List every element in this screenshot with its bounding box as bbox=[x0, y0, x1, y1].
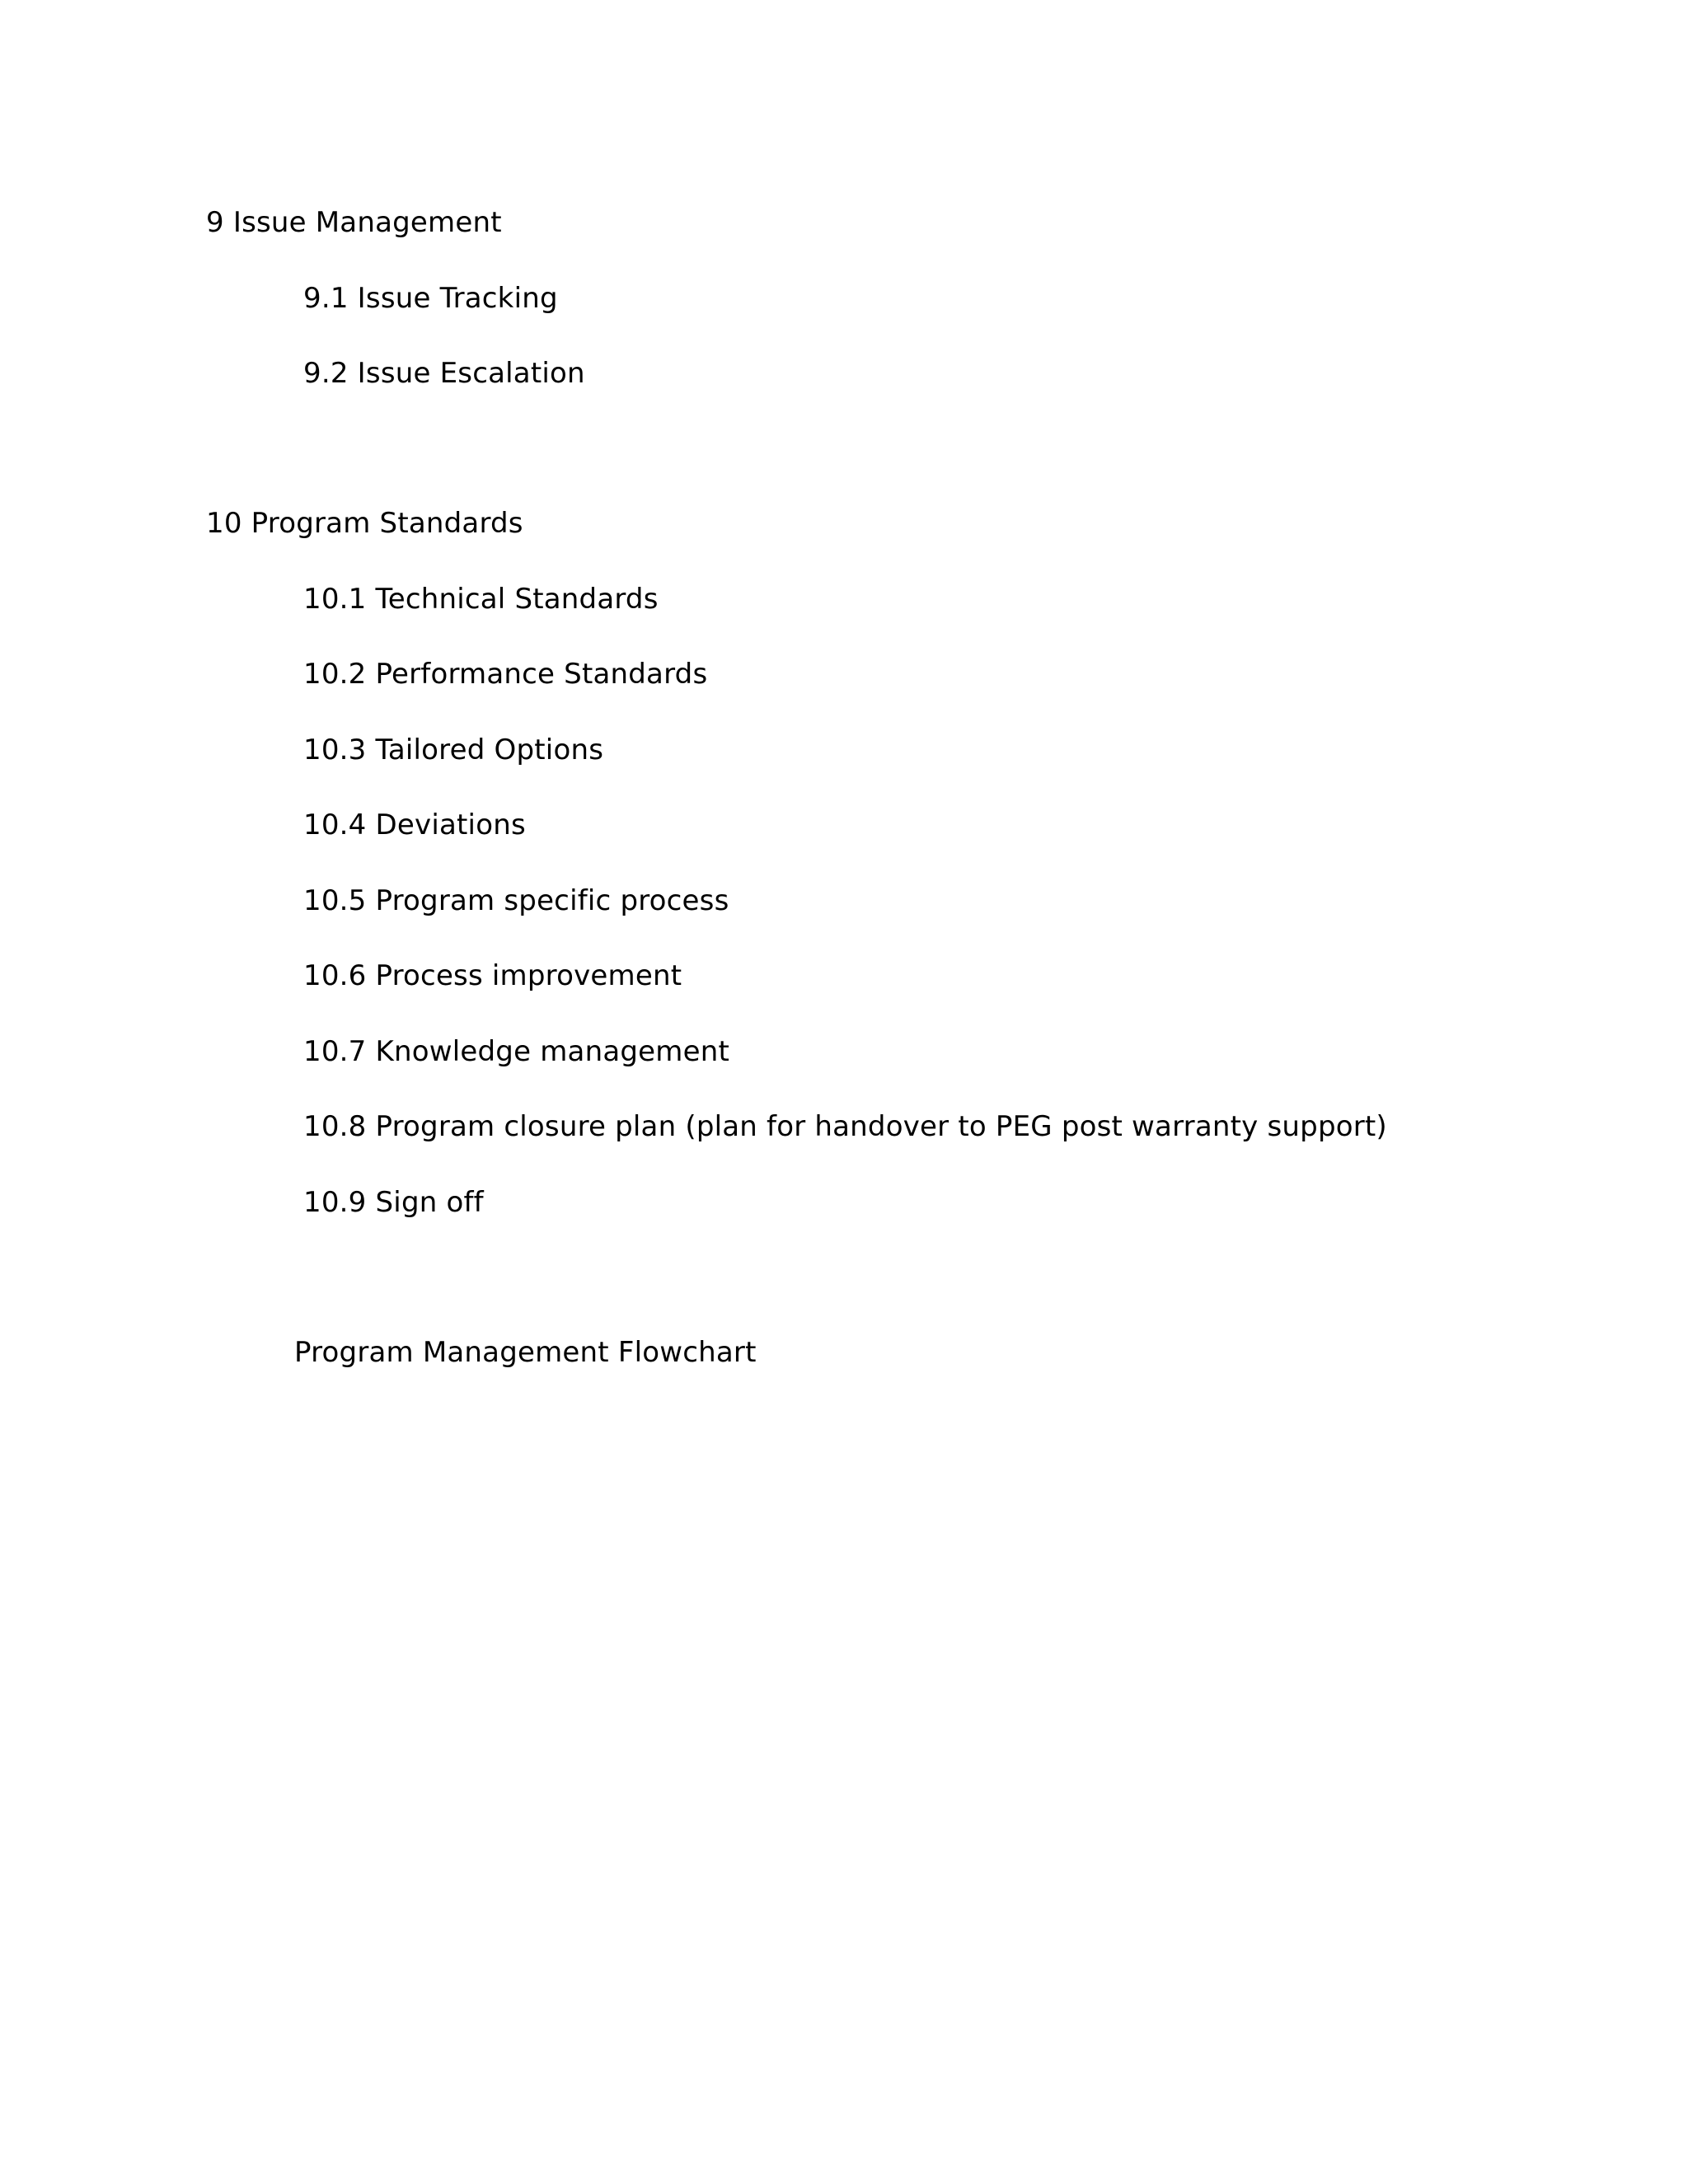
section-heading-10: 10 Program Standards bbox=[206, 507, 523, 540]
subsection-10-5: 10.5 Program specific process bbox=[303, 884, 729, 917]
subsection-10-8: 10.8 Program closure plan (plan for handover to PEG post warranty support) bbox=[303, 1110, 1387, 1143]
subsection-10-3: 10.3 Tailored Options bbox=[303, 733, 604, 766]
subsection-9-2: 9.2 Issue Escalation bbox=[303, 357, 585, 390]
subsection-9-1: 9.1 Issue Tracking bbox=[303, 282, 558, 315]
subsection-10-1: 10.1 Technical Standards bbox=[303, 583, 659, 616]
subsection-10-4: 10.4 Deviations bbox=[303, 808, 526, 841]
subsection-10-7: 10.7 Knowledge management bbox=[303, 1035, 729, 1068]
subsection-10-6: 10.6 Process improvement bbox=[303, 959, 682, 992]
subsection-10-9: 10.9 Sign off bbox=[303, 1186, 484, 1219]
subsection-10-2: 10.2 Performance Standards bbox=[303, 658, 708, 691]
flowchart-caption: Program Management Flowchart bbox=[294, 1336, 757, 1369]
section-heading-9: 9 Issue Management bbox=[206, 206, 502, 239]
